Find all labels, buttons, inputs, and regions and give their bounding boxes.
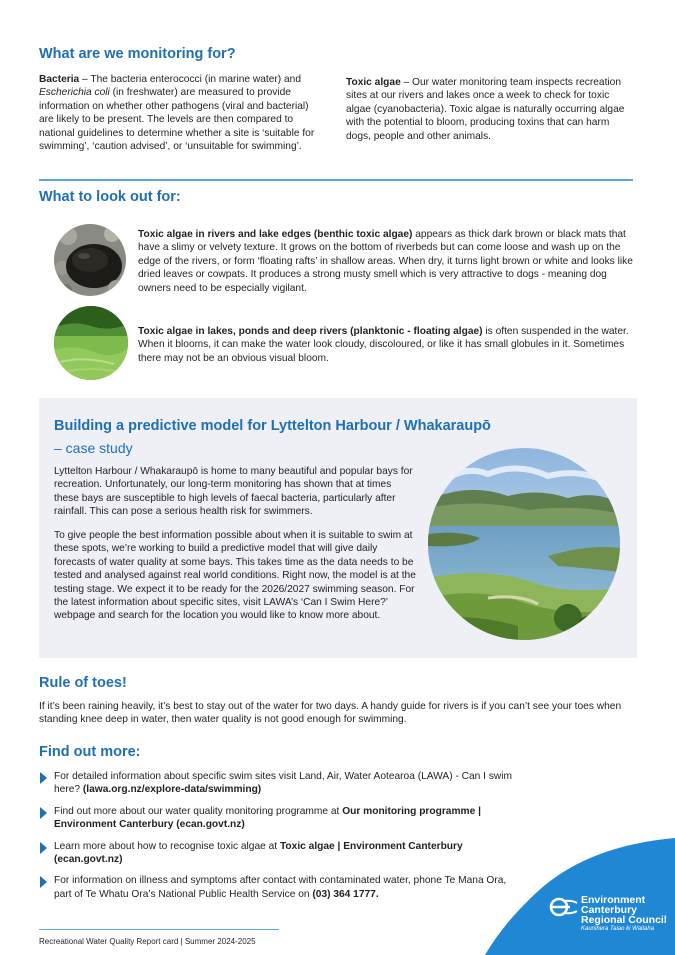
monitoring-heading: What are we monitoring for? (39, 46, 236, 62)
case-study-title: Building a predictive model for Lyttelton Harbour / Whakaraupō (54, 418, 491, 434)
benthic-algae-image (54, 224, 126, 296)
list-item-text: For detailed information about specific swim sites visit Land, Air, Water Aotearoa (LAWA) - Can I swim here? (54, 771, 513, 796)
planktonic-text: is often suspended in the water. When it blooms, it can make the water look cloudy, discoloured, or like it has small globules in it. Sometimes there may not be an obvious visual bloom. (138, 326, 629, 364)
bacteria-text-2: (in freshwater) are measured to provide information on whether other pathogens (viral and bacterial) are likely to be present. The levels are then compared to national guidelines to determine whether a site is ‘suitable for swimming’, ‘caution advised’, or ‘unsuitable for swimming’. (39, 87, 315, 153)
planktonic-paragraph (138, 325, 633, 365)
planktonic-term: Toxic algae in lakes, ponds and deep rivers (planktonic - floating algae) (138, 326, 483, 337)
lawa-link[interactable]: (lawa.org.nz/explore-data/swimming) (82, 784, 262, 796)
list-item (39, 770, 519, 797)
case-paragraph-1: Lyttelton Harbour / Whakaraupō is home to many beautiful and popular bays for recreation. Unfortunately, our long-term monitoring has shown that at times these bays are susceptible to high levels of faecal bacteria, particularly after rainfall. This can pose a serious health risk for swimmers. (54, 466, 413, 518)
list-item-text: For information on illness and symptoms after contact with contaminated water, phone Te Mana Ora, part of Te Whatu Ora’s National Public Health Service on (54, 875, 507, 900)
find-out-more-heading: Find out more: (39, 744, 141, 760)
bacteria-paragraph (39, 73, 321, 153)
ecoli-term: Escherichia coli (39, 87, 110, 99)
bacteria-text-1: – The bacteria enterococci (in marine water) and (79, 74, 302, 85)
rule-of-toes-heading: Rule of toes! (39, 675, 127, 691)
triangle-bullet-icon (40, 807, 47, 819)
bacteria-term: Bacteria (39, 74, 80, 85)
rule-of-toes-text: If it’s been raining heavily, it’s best to stay out of the water for two days. A handy guide for rivers is if you can’t see your toes when standing knee deep in water, then water quality is not good enough for swimming. (39, 701, 622, 726)
list-item (39, 874, 519, 901)
benthic-term: Toxic algae in rivers and lake edges (benthic toxic algae) (138, 229, 413, 240)
toxic-algae-paragraph (346, 76, 631, 143)
toxic-algae-text: – Our water monitoring team inspects recreation sites at our rivers and lakes once a week to check for toxic algae (cyanobacteria). Toxic algae is naturally occurring algae with the potential to bloom, producing toxins that can harm dogs, people and other animals. (346, 77, 625, 142)
toxic-algae-term: Toxic algae (346, 77, 401, 88)
case-study-panel (39, 398, 637, 658)
list-item-text: Learn more about how to recognise toxic algae at (54, 840, 280, 852)
benthic-paragraph (138, 228, 633, 295)
case-study-subtitle: – case study (54, 440, 133, 456)
footer-divider (39, 929, 279, 930)
toxic-algae-link[interactable]: Toxic algae | Environment Canterbury (ecan.govt.nz) (54, 840, 463, 866)
logo-line-4: Kaunihera Taiao ki Waitaha (581, 926, 655, 932)
lookout-heading: What to look out for: (39, 189, 181, 205)
list-item (39, 840, 519, 867)
harbour-photo (428, 448, 620, 640)
find-out-more-list (39, 770, 519, 909)
logo-line-2: Canterbury (581, 904, 638, 916)
logo-line-3: Regional Council (581, 914, 667, 926)
list-item-text: Find out more about our water quality monitoring programme at (54, 805, 343, 817)
benthic-text: appears as thick dark brown or black mats that have a slimy or velvety texture. It grows on the bottom of riverbeds but can come loose and wash up on the edge of the rivers, or form ‘floating rafts’ in shallow areas. When dry, it turns light brown or white and looks like dried leaves or cowpats. It produces a strong musty smell which is very attractive to dogs - meaning dog owners need to be especially vigilant. (138, 229, 633, 294)
triangle-bullet-icon (40, 876, 47, 888)
monitoring-programme-link[interactable]: Our monitoring programme | Environment Canterbury (ecan.govt.nz) (54, 805, 481, 831)
list-item (39, 805, 519, 832)
ecan-mark-icon (548, 896, 578, 918)
phone-number: (03) 364 1777. (312, 888, 379, 900)
triangle-bullet-icon (40, 772, 47, 784)
planktonic-algae-image (54, 306, 128, 380)
triangle-bullet-icon (40, 842, 47, 854)
case-paragraph-2: To give people the best information possible about when it is suitable to swim at these spots, we’re working to build a predictive model that will give daily forecasts of water quality at some bays. This takes time as the data needs to be tested and analysed against real world conditions. Right now, the model is at the testing stage. We expect it to be ready for the 2026/2027 swimming season. For the latest information about specific sites, visit LAWA’s ‘Can I Swim Here?’ webpage and search for the location you would like to know more about. (54, 530, 416, 622)
logo-line-1: Environment (581, 894, 646, 906)
footer-text: Recreational Water Quality Report card | Summer 2024-2025 (39, 937, 256, 946)
section-divider (39, 179, 633, 181)
